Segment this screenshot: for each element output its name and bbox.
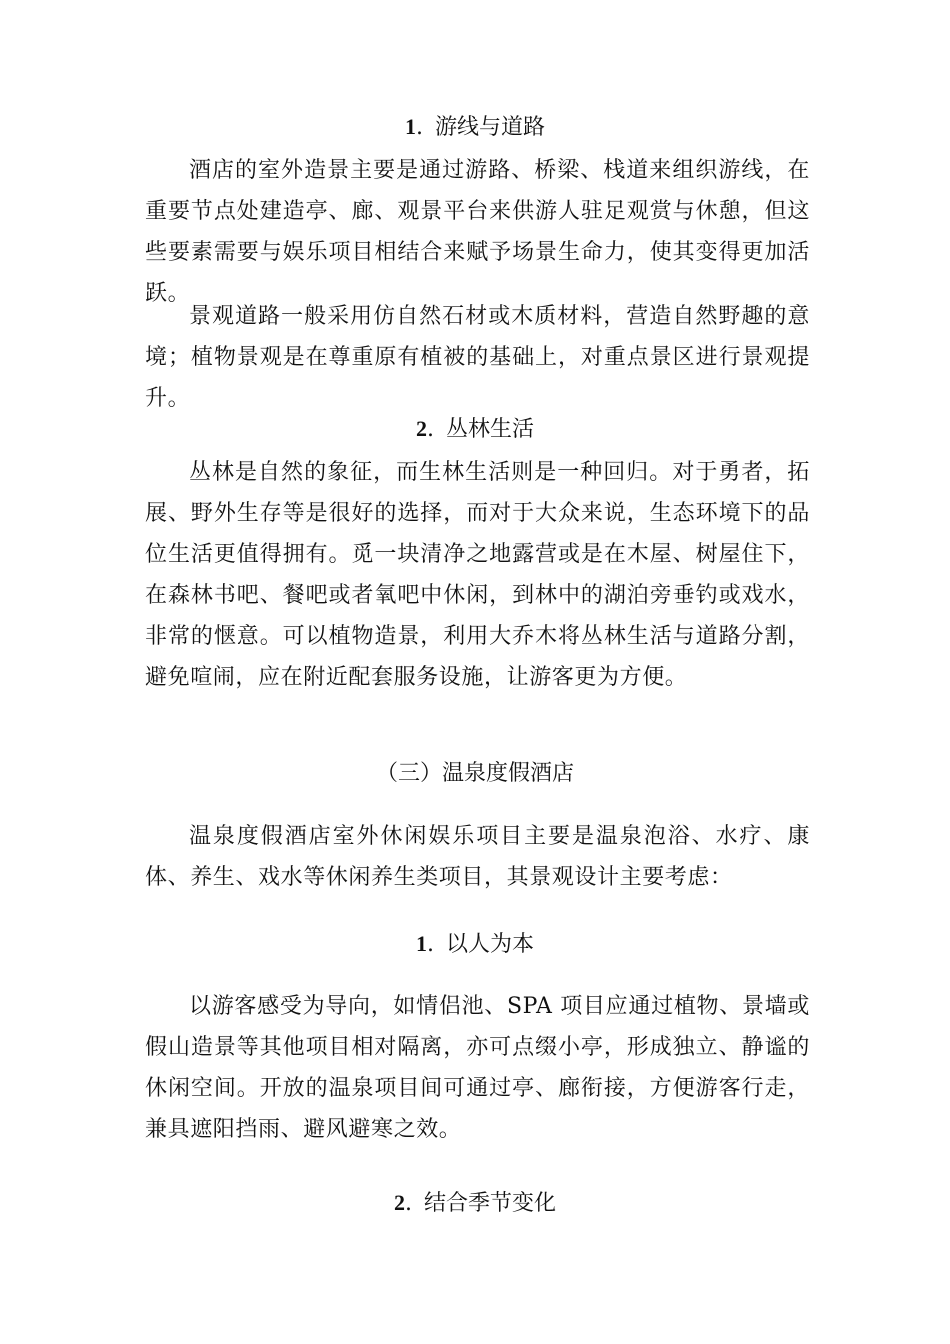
- section-heading-jungle-life: [0, 414, 950, 445]
- heading-number: 2: [415, 416, 427, 441]
- heading-number: 2: [393, 1190, 405, 1215]
- heading-title: （三）温泉度假酒店: [375, 761, 574, 786]
- heading-title: 丛林生活: [445, 417, 534, 442]
- heading-separator: .: [404, 1191, 412, 1216]
- section-heading-routes-roads: [0, 112, 950, 143]
- section-heading-seasonal-change: [0, 1188, 950, 1219]
- heading-title: 结合季节变化: [423, 1191, 556, 1216]
- heading-number: 1: [404, 114, 416, 139]
- section-heading-people-oriented: [0, 929, 950, 960]
- heading-number: 1: [415, 931, 427, 956]
- heading-separator: .: [426, 932, 434, 957]
- heading-separator: .: [415, 115, 423, 140]
- paragraph-outdoor-landscape: 酒店的室外造景主要是通过游路、桥梁、栈道来组织游线，在重要节点处建造亭、廊、观景平台来供游人驻足观赏与休憩，但这些要素需要与娱乐项目相结合来赋予场景生命力，使其变得更加活跃。: [145, 158, 810, 306]
- heading-title: 以人为本: [445, 932, 534, 957]
- paragraph-people-oriented: 以游客感受为导向，如情侣池、SPA 项目应通过植物、景墙或假山造景等其他项目相对隔离，亦可点缀小亭，形成独立、静谧的休闲空间。开放的温泉项目间可通过亭、廊衔接，方便游客行走，兼具遮阳挡雨、避风避寒之效。: [145, 994, 810, 1142]
- heading-title: 游线与道路: [434, 115, 545, 140]
- section-heading-hot-spring-hotel: [0, 759, 950, 789]
- paragraph-landscape-roads: 景观道路一般采用仿自然石材或木质材料，营造自然野趣的意境；植物景观是在尊重原有植被的基础上，对重点景区进行景观提升。: [145, 304, 810, 411]
- heading-separator: .: [426, 417, 434, 442]
- paragraph-hot-spring-overview: 温泉度假酒店室外休闲娱乐项目主要是温泉泡浴、水疗、康体、养生、戏水等休闲养生类项目，其景观设计主要考虑：: [145, 824, 810, 890]
- paragraph-jungle-life: 丛林是自然的象征，而生林生活则是一种回归。对于勇者，拓展、野外生存等是很好的选择，而对于大众来说，生态环境下的品位生活更值得拥有。觅一块清净之地露营或是在木屋、树屋住下，在森林书吧、餐吧或者氧吧中休闲，到林中的湖泊旁垂钓或戏水，非常的惬意。可以植物造景，利用大乔木将丛林生活与道路分割，避免喧闹，应在附近配套服务设施，让游客更为方便。: [145, 460, 810, 690]
